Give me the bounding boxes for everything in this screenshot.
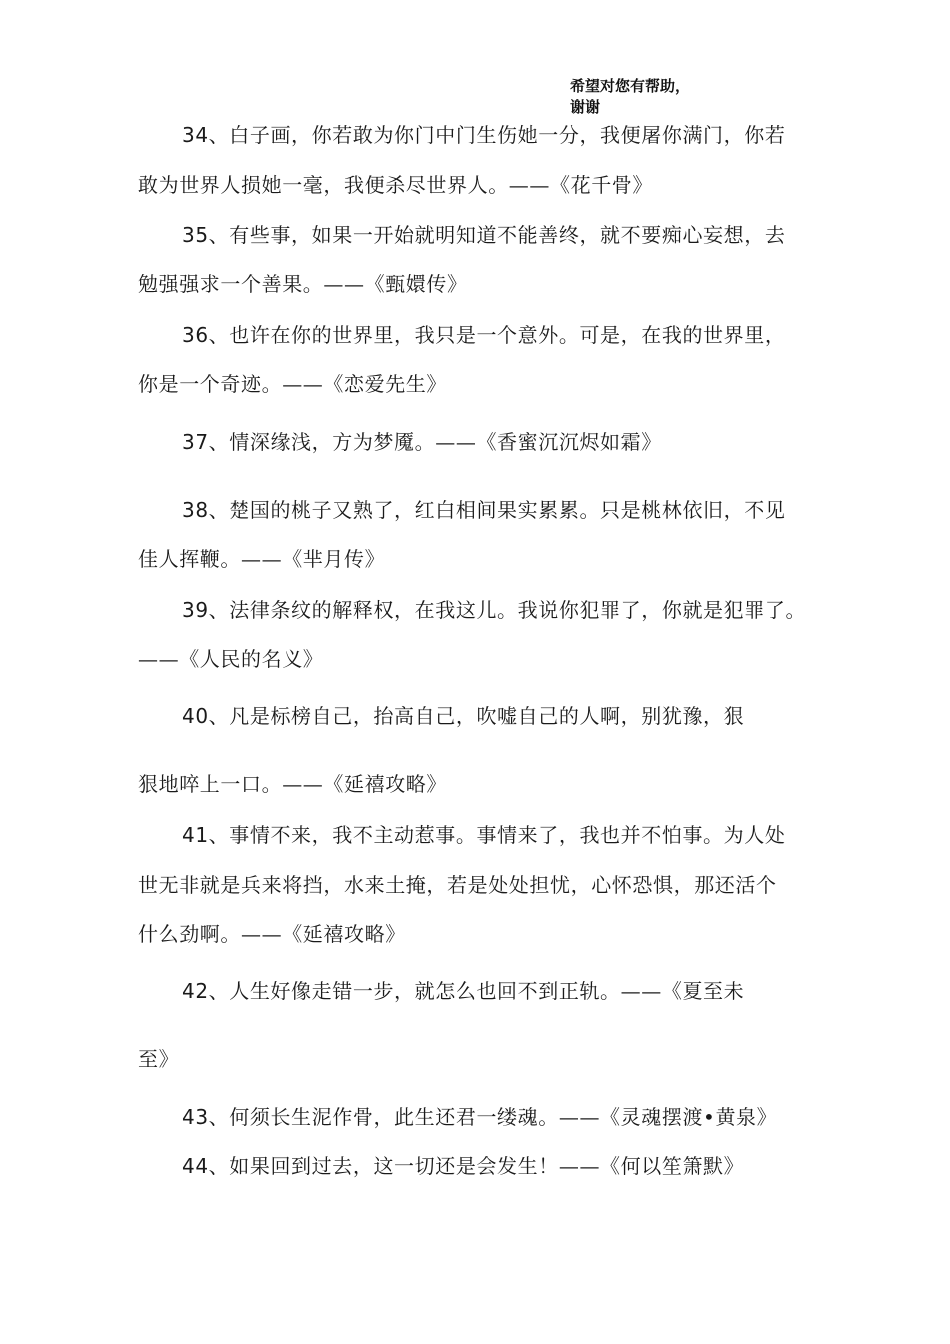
entry-text: 、白子画，你若敢为你门中门生伤她一分，我便屠你满门，你若 [208,123,786,147]
entry-number: 38 [182,498,209,522]
entry-number: 41 [182,823,209,847]
entry-text: 、何须长生泥作骨，此生还君一缕魂。——《灵魂摆渡•黄泉》 [208,1105,778,1129]
entry-number: 40 [182,704,209,728]
entry-35-line-2: 勉强强求一个善果。——《甄嬛传》 [138,272,468,296]
entry-43-line-1 [182,1103,777,1131]
entry-42-line-2: 至》 [138,1047,180,1071]
entry-35-line-1 [182,221,785,249]
entry-41-line-1 [182,821,785,849]
note-line: 希望对您有帮助， [570,77,691,95]
entry-text: 、如果回到过去，这一切还是会发生！——《何以笙箫默》 [208,1154,745,1178]
entry-36-line-2: 你是一个奇迹。——《恋爱先生》 [138,372,447,396]
entry-38-line-2: 佳人挥鞭。——《芈月传》 [138,547,386,571]
entry-42-line-1 [182,977,744,1005]
entry-44-line-1 [182,1152,744,1180]
entry-text: 、楚国的桃子又熟了，红白相间果实累累。只是桃林依旧，不见 [208,498,786,522]
entry-39-line-2: ——《人民的名义》 [138,647,324,671]
entry-40-line-2: 狠地啐上一口。——《延禧攻略》 [138,772,447,796]
entry-text: 、人生好像走错一步，就怎么也回不到正轨。——《夏至未 [208,979,745,1003]
entry-number: 43 [182,1105,209,1129]
entry-text: 、法律条纹的解释权，在我这儿。我说你犯罪了，你就是犯罪了。 [208,598,807,622]
entry-number: 42 [182,979,209,1003]
entry-text: 、情深缘浅，方为梦魇。——《香蜜沉沉烬如霜》 [208,430,662,454]
entry-40-line-1 [182,702,744,730]
entry-number: 39 [182,598,209,622]
entry-38-line-1 [182,496,785,524]
entry-41-line-2: 世无非就是兵来将挡，水来土掩，若是处处担忧，心怀恐惧，那还活个 [138,873,777,897]
entry-39-line-1 [182,596,806,624]
entry-36-line-1 [182,321,785,349]
entry-41-line-3: 什么劲啊。——《延禧攻略》 [138,922,406,946]
entry-number: 44 [182,1154,209,1178]
entry-text: 、也许在你的世界里，我只是一个意外。可是，在我的世界里， [208,323,786,347]
entry-number: 34 [182,123,209,147]
entry-text: 、事情不来，我不主动惹事。事情来了，我也并不怕事。为人处 [208,823,786,847]
note [570,76,690,118]
entry-number: 35 [182,223,209,247]
entry-number: 36 [182,323,209,347]
entry-37-line-1 [182,428,662,456]
entry-text: 、凡是标榜自己，抬高自己，吹嘘自己的人啊，别犹豫，狠 [208,704,745,728]
note-line: 谢谢 [570,98,601,116]
entry-number: 37 [182,430,209,454]
entry-34-line-1 [182,121,785,149]
entry-text: 、有些事，如果一开始就明知道不能善终，就不要痴心妄想，去 [208,223,786,247]
entry-34-line-2: 敢为世界人损她一毫，我便杀尽世界人。——《花千骨》 [138,173,653,197]
